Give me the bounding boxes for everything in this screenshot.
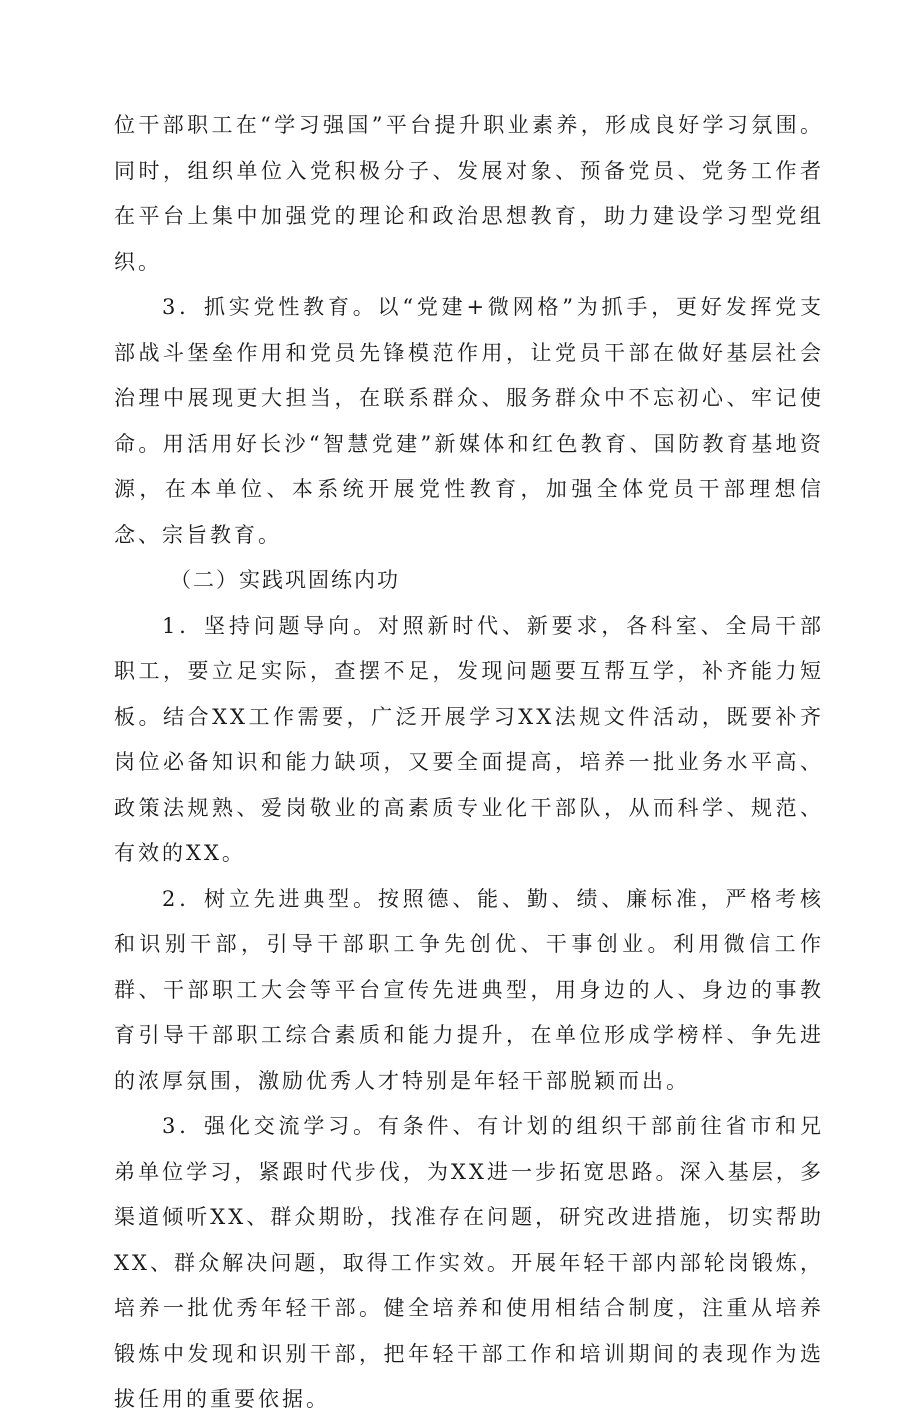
- paragraph-advanced-models: 2．树立先进典型。按照德、能、勤、绩、廉标准，严格考核和识别干部，引导干部职工争先创优、干事创业。利用微信工作群、干部职工大会等平台宣传先进典型，用身边的人、身边的事教育引导干部职工综合素质和能力提升，在单位形成学榜样、争先进的浓厚氛围，激励优秀人才特别是年轻干部脱颖而出。: [114, 886, 824, 1093]
- paragraph-continuation: 位干部职工在“学习强国”平台提升职业素养，形成良好学习氛围。同时，组织单位入党积极分子、发展对象、预备党员、党务工作者在平台上集中加强党的理论和政治思想教育，助力建设学习型党组织。: [114, 113, 824, 274]
- paragraph-party-education: 3．抓实党性教育。以“党建+微网格”为抓手，更好发挥党支部战斗堡垒作用和党员先锋模范作用，让党员干部在做好基层社会治理中展现更大担当，在联系群众、服务群众中不忘初心、牢记使命。用活用好长沙“智慧党建”新媒体和红色教育、国防教育基地资源，在本单位、本系统开展党性教育，加强全体党员干部理想信念、宗旨教育。: [114, 295, 824, 547]
- document-body: [114, 103, 824, 1423]
- paragraph-exchange-learning: 3．强化交流学习。有条件、有计划的组织干部前往省市和兄弟单位学习，紧跟时代步伐，为XX进一步拓宽思路。深入基层，多渠道倾听XX、群众期盼，找准存在问题，研究改进措施，切实帮助XX、群众解决问题，取得工作实效。开展年轻干部内部轮岗锻炼，培养一批优秀年轻干部。健全培养和使用相结合制度，注重从培养锻炼中发现和识别干部，把年轻干部工作和培训期间的表现作为选拔任用的重要依据。: [114, 1114, 824, 1411]
- paragraph-problem-oriented: 1．坚持问题导向。对照新时代、新要求，各科室、全局干部职工，要立足实际，查摆不足，发现问题要互帮互学，补齐能力短板。结合XX工作需要，广泛开展学习XX法规文件活动，既要补齐岗位必备知识和能力缺项，又要全面提高，培养一批业务水平高、政策法规熟、爱岗敬业的高素质专业化干部队，从而科学、规范、有效的XX。: [114, 613, 824, 865]
- section-heading-practice: （二）实践巩固练内功: [170, 568, 400, 592]
